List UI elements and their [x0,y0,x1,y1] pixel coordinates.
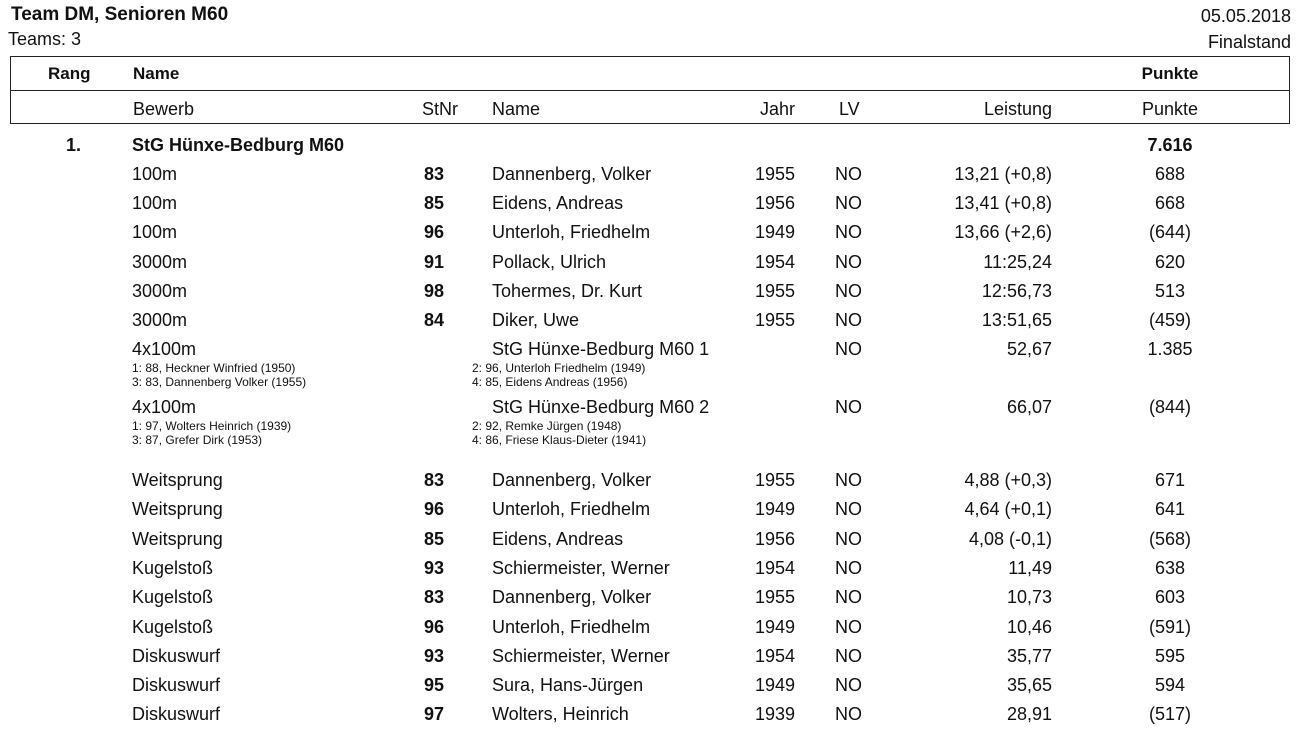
birth-year-cell: 1956 [754,193,795,214]
birth-year-cell: 1956 [754,528,795,549]
relay-row [0,336,1302,394]
region-cell: NO [835,528,862,549]
athlete-name-cell: Dannenberg, Volker [492,587,652,608]
bib-number-cell: 85 [423,528,444,549]
relay-leg: 1: 88, Heckner Winfried (1950) [132,361,296,375]
points-cell: 620 [1154,251,1186,272]
bib-number-cell: 95 [423,675,444,696]
athlete-name-cell: Wolters, Heinrich [492,704,629,725]
relay-leg: 3: 83, Dannenberg Volker (1955) [132,375,307,389]
event-cell: Weitsprung [132,528,223,549]
relay-leg: 2: 92, Remke Jürgen (1948) [472,419,622,433]
event-cell: 3000m [132,251,188,272]
birth-year-cell: 1955 [754,310,795,330]
performance-cell: 13,21 (+0,8) [954,164,1052,184]
birth-year-cell: 1949 [754,675,795,696]
performance-cell: 12:56,73 [981,280,1052,301]
performance-cell: 28,91 [1006,704,1052,725]
performance-cell: 66,07 [1006,397,1052,417]
region-cell: NO [835,499,862,520]
points-cell: (517) [1148,704,1192,725]
region-cell: NO [835,704,862,725]
table-row [0,218,1302,247]
region-cell: NO [835,397,862,417]
region-cell: NO [835,222,862,243]
event-cell: 4x100m [132,339,197,359]
region-cell: NO [835,193,862,214]
col-header-athlete-name: Name [492,99,541,119]
performance-cell: 52,67 [1006,339,1052,359]
birth-year-cell: 1949 [754,616,795,637]
bib-number-cell: 83 [423,164,444,184]
bib-number-cell: 83 [423,470,444,490]
event-cell: Diskuswurf [132,675,221,696]
table-row [0,160,1302,189]
birth-year-cell: 1955 [754,280,795,301]
points-cell: 1.385 [1147,339,1193,359]
table-row [0,495,1302,524]
event-cell: Diskuswurf [132,645,221,666]
performance-cell: 13,41 (+0,8) [954,193,1052,214]
performance-cell: 11,49 [1008,557,1052,578]
col-header-name: Name [133,64,180,83]
bib-number-cell: 96 [423,616,444,637]
performance-cell: 4,64 (+0,1) [964,499,1052,520]
table-row [0,466,1302,495]
points-cell: 671 [1154,470,1186,490]
table-row [0,700,1302,729]
performance-cell: 35,77 [1006,645,1052,666]
relay-team-cell: StG Hünxe-Bedburg M60 1 [492,339,710,359]
col-header-leistung: Leistung [983,99,1052,119]
birth-year-cell: 1949 [754,499,795,520]
table-row [0,189,1302,218]
birth-year-cell: 1955 [754,587,795,608]
bib-number-cell: 84 [423,310,444,330]
table-row [0,277,1302,306]
athlete-name-cell: Dannenberg, Volker [492,164,652,184]
relay-leg: 3: 87, Grefer Dirk (1953) [132,433,263,447]
col-header-rang: Rang [48,64,91,83]
col-header-lv: LV [839,99,860,119]
table-row [0,583,1302,612]
athlete-name-cell: Tohermes, Dr. Kurt [492,280,643,301]
relay-team-cell: StG Hünxe-Bedburg M60 2 [492,397,710,417]
birth-year-cell: 1954 [754,251,795,272]
team-row [0,131,1302,160]
event-cell: Kugelstoß [132,587,214,608]
table-row [0,554,1302,583]
team-name: StG Hünxe-Bedburg M60 [132,135,345,155]
points-cell: (644) [1148,222,1192,243]
col-header-stnr: StNr [422,99,458,119]
event-cell: Kugelstoß [132,616,214,637]
performance-cell: 10,73 [1006,587,1052,608]
points-cell: 594 [1154,675,1186,696]
athlete-name-cell: Pollack, Ulrich [492,251,607,272]
bib-number-cell: 83 [423,587,444,608]
relay-leg: 1: 97, Wolters Heinrich (1939) [132,419,292,433]
col-header-bewerb: Bewerb [133,99,195,119]
event-cell: 3000m [132,280,188,301]
points-cell: 638 [1154,557,1186,578]
event-cell: Kugelstoß [132,557,214,578]
performance-cell: 10,46 [1006,616,1052,637]
performance-cell: 4,08 (-0,1) [968,528,1052,549]
athlete-name-cell: Unterloh, Friedhelm [492,499,651,520]
athlete-name-cell: Schiermeister, Werner [492,557,670,578]
region-cell: NO [835,645,862,666]
table-row [0,671,1302,700]
team-total-points: 7.616 [1147,135,1193,155]
relay-leg: 4: 85, Eidens Andreas (1956) [472,375,628,389]
region-cell: NO [835,280,862,301]
region-cell: NO [835,164,862,184]
event-cell: 3000m [132,310,188,330]
points-cell: 513 [1154,280,1186,301]
event-cell: Weitsprung [132,499,223,520]
relay-leg: 4: 86, Friese Klaus-Dieter (1941) [472,433,647,447]
table-row [0,248,1302,277]
points-cell: (568) [1148,528,1192,549]
performance-cell: 4,88 (+0,3) [964,470,1052,490]
bib-number-cell: 93 [423,645,444,666]
region-cell: NO [835,251,862,272]
birth-year-cell: 1954 [754,557,795,578]
region-cell: NO [835,587,862,608]
athlete-name-cell: Eidens, Andreas [492,193,624,214]
document-title: Team DM, Senioren M60 [11,4,229,25]
points-cell: 641 [1154,499,1186,520]
athlete-name-cell: Eidens, Andreas [492,528,624,549]
birth-year-cell: 1954 [754,645,795,666]
event-cell: 100m [132,164,178,184]
performance-cell: 13,66 (+2,6) [954,222,1052,243]
performance-cell: 13:51,65 [981,310,1052,330]
athlete-name-cell: Diker, Uwe [492,310,580,330]
region-cell: NO [835,310,862,330]
performance-cell: 11:25,24 [983,251,1052,272]
points-cell: (591) [1148,616,1192,637]
bib-number-cell: 97 [423,704,444,725]
document-date: 05.05.2018 [1200,6,1291,26]
table-row [0,642,1302,671]
bib-number-cell: 96 [423,222,444,243]
team-rank: 1. [66,135,82,155]
region-cell: NO [835,557,862,578]
athlete-name-cell: Schiermeister, Werner [492,645,670,666]
table-row [0,613,1302,642]
points-cell: 595 [1154,645,1186,666]
birth-year-cell: 1955 [754,470,795,490]
points-cell: 688 [1154,164,1186,184]
bib-number-cell: 98 [423,280,444,301]
bib-number-cell: 93 [423,557,444,578]
col-header-jahr: Jahr [759,99,795,119]
event-cell: 100m [132,193,178,214]
event-cell: Diskuswurf [132,704,221,725]
teams-count: Teams: 3 [8,29,82,49]
bib-number-cell: 85 [423,193,444,214]
table-row [0,306,1302,335]
event-cell: Weitsprung [132,470,223,490]
points-cell: 603 [1154,587,1186,608]
points-cell: (459) [1148,310,1192,330]
athlete-name-cell: Sura, Hans-Jürgen [492,675,644,696]
birth-year-cell: 1955 [754,164,795,184]
points-cell: 668 [1154,193,1186,214]
event-cell: 100m [132,222,178,243]
event-cell: 4x100m [132,397,197,417]
region-cell: NO [835,616,862,637]
relay-row [0,394,1302,452]
col-header-punkte-detail: Punkte [1141,99,1199,119]
birth-year-cell: 1949 [754,222,795,243]
bib-number-cell: 96 [423,499,444,520]
region-cell: NO [835,339,862,359]
bib-number-cell: 91 [423,251,444,272]
result-status: Finalstand [1207,32,1291,52]
athlete-name-cell: Unterloh, Friedhelm [492,616,651,637]
athlete-name-cell: Dannenberg, Volker [492,470,652,490]
athlete-name-cell: Unterloh, Friedhelm [492,222,651,243]
region-cell: NO [835,675,862,696]
header-divider [10,90,1290,91]
table-row [0,525,1302,554]
region-cell: NO [835,470,862,490]
points-cell: (844) [1148,397,1192,417]
performance-cell: 35,65 [1006,675,1052,696]
relay-leg: 2: 96, Unterloh Friedhelm (1949) [472,361,646,375]
col-header-punkte: Punkte [1141,64,1199,83]
birth-year-cell: 1939 [754,704,795,725]
